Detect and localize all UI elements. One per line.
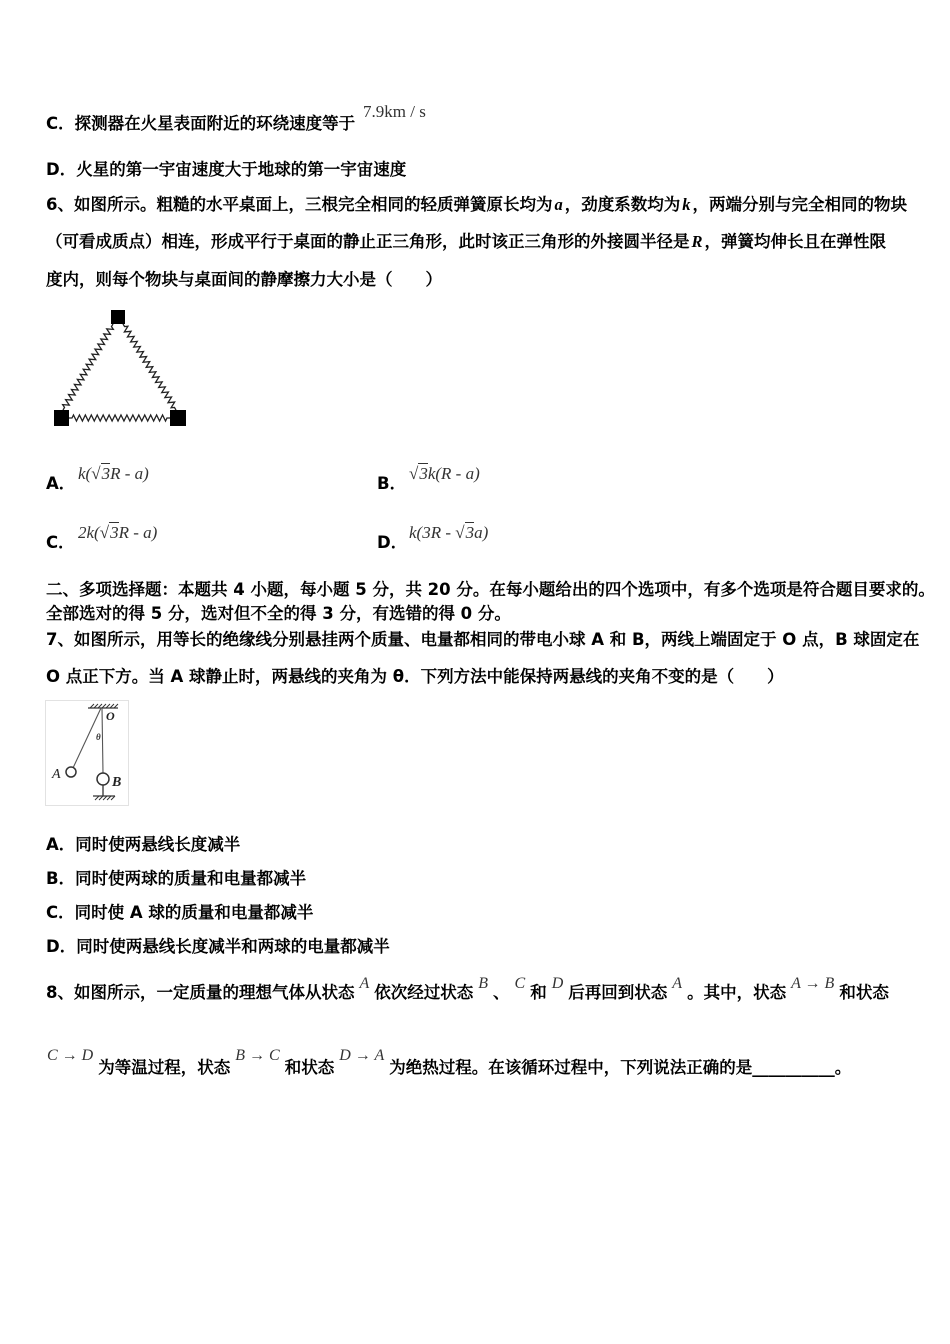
q8-stem-line-2 <box>46 1047 852 1079</box>
variable-k: k <box>682 195 691 214</box>
text-segment: 、 <box>493 983 510 1002</box>
q7-stem-line-1: 7、如图所示，用等长的绝缘线分别悬挂两个质量、电量都相同的带电小球 A 和 B，两线上端固定于 O 点，B 球固定在 <box>46 630 920 649</box>
text-segment: 和 <box>530 983 547 1002</box>
state-b: B <box>478 975 489 992</box>
q5-option-d <box>46 160 406 180</box>
option-label: C． <box>46 114 75 133</box>
text-segment: 。 <box>834 1058 852 1077</box>
spring-triangle-figure <box>50 305 190 430</box>
option-label: D． <box>46 160 77 179</box>
process-c-to-d: C → D <box>47 1047 94 1064</box>
option-label: C． <box>46 903 75 922</box>
q5-option-c <box>46 114 355 134</box>
spring-left <box>63 324 114 410</box>
process-d-to-a: D → A <box>339 1047 385 1064</box>
text-segment: 为绝热过程。在该循环过程中，下列说法正确的是 <box>389 1058 753 1077</box>
text-segment: ，劲度系数均为 <box>564 195 681 214</box>
text-segment: （可看成质点）相连，形成平行于桌面的静止正三角形，此时该正三角形的外接圆半径是 <box>46 232 690 251</box>
q6-option-d-label: D． <box>377 533 408 552</box>
text-segment: 和状态 <box>839 983 889 1002</box>
text-segment: 6、如图所示。粗糙的水平桌面上，三根完全相同的轻质弹簧原长均为 <box>46 195 553 214</box>
q7-stem-line-2: O 点正下方。当 A 球静止时，两悬线的夹角为 θ．下列方法中能保持两悬线的夹角不变的是（ ） <box>46 667 784 686</box>
label-b: B <box>112 775 122 790</box>
sqrt-sign: √ <box>409 464 419 483</box>
text-segment: 依次经过状态 <box>374 983 474 1002</box>
spring-bottom <box>69 415 170 421</box>
q6-stem-line-2 <box>46 232 886 252</box>
block-top <box>111 310 125 324</box>
q6-option-a-formula <box>78 464 149 484</box>
option-text: 火星的第一宇宙速度大于地球的第一宇宙速度 <box>76 160 407 179</box>
option-label: A． <box>46 835 76 854</box>
formula-part: R - a) <box>110 464 149 483</box>
option-text: 同时使 A 球的质量和电量都减半 <box>74 903 314 922</box>
sqrt-sign: √ <box>91 464 101 483</box>
formula-part: 2k( <box>78 523 100 542</box>
option-text: 同时使两球的质量和电量都减半 <box>75 869 307 888</box>
radicand: 3 <box>110 523 119 542</box>
radicand: 3 <box>465 523 475 542</box>
label-a: A <box>52 767 61 782</box>
state-a: A <box>359 975 370 992</box>
q8-stem-line-1 <box>46 975 889 1004</box>
option-label: B． <box>46 869 76 888</box>
section-2-instructions-line-2: 全部选对的得 5 分，选对但不全的得 3 分，有选错的得 0 分。 <box>46 604 511 623</box>
text-segment: 8、如图所示，一定质量的理想气体从状态 <box>46 983 355 1002</box>
text-segment: ，弹簧均伸长且在弹性限 <box>704 232 887 251</box>
variable-a: a <box>554 195 563 214</box>
option-text: 探测器在火星表面附近的环绕速度等于 <box>74 114 356 133</box>
process-b-to-c: B → C <box>235 1047 280 1064</box>
block-bottom-right <box>170 410 186 426</box>
formula-part: k(3R - <box>409 523 456 542</box>
ball-a <box>66 767 76 777</box>
text-segment: ，两端分别与完全相同的物块 <box>692 195 907 214</box>
block-bottom-left <box>54 410 69 426</box>
state-d: D <box>551 975 564 992</box>
label-o: O <box>106 709 115 723</box>
variable-r: R <box>691 232 703 251</box>
text-segment: 后再回到状态 <box>568 983 668 1002</box>
q6-option-a-label: A． <box>46 474 76 493</box>
radicand: 3 <box>101 464 111 483</box>
q7-option-a <box>46 835 240 855</box>
section-2-instructions-line-1: 二、多项选择题：本题共 4 小题，每小题 5 分，共 20 分。在每小题给出的四个选项中，有多个选项是符合题目要求的。 <box>46 580 935 599</box>
q6-option-b-label: B． <box>377 474 407 493</box>
formula-part: R - a) <box>118 523 158 542</box>
option-text: 同时使两悬线长度减半和两球的电量都减半 <box>76 937 390 956</box>
radicand: 3 <box>419 464 428 483</box>
state-c: C <box>514 975 526 992</box>
q7-option-b <box>46 869 306 889</box>
q6-option-d-formula <box>409 523 488 543</box>
q7-option-d <box>46 937 390 957</box>
state-a: A <box>672 975 683 992</box>
formula-part: a) <box>474 523 489 542</box>
spring-right <box>123 324 176 410</box>
formula-part: k(R - a) <box>427 464 480 483</box>
q5-option-c-formula: 7.9km / s <box>363 102 426 121</box>
text-segment: 。其中，状态 <box>687 983 787 1002</box>
process-a-to-b: A → B <box>791 975 835 992</box>
option-label: D． <box>46 937 77 956</box>
sqrt-sign: √ <box>99 523 110 542</box>
sqrt-sign: √ <box>455 523 465 542</box>
q6-stem-line-3: 度内，则每个物块与桌面间的静摩擦力大小是（ ） <box>46 270 442 289</box>
label-theta: θ <box>96 732 101 742</box>
text-segment: 和状态 <box>284 1058 335 1077</box>
q7-option-c <box>46 903 313 923</box>
q6-option-c-label: C． <box>46 533 75 552</box>
text-segment: 为等温过程，状态 <box>98 1058 231 1077</box>
formula-part: k( <box>78 464 92 483</box>
q6-option-c-formula <box>78 523 157 543</box>
answer-blank: __________ <box>752 1058 835 1077</box>
thread-b <box>102 708 103 773</box>
ball-b <box>97 773 109 785</box>
pendulum-figure <box>45 700 129 806</box>
option-text: 同时使两悬线长度减半 <box>75 835 241 854</box>
q6-option-b-formula <box>409 464 480 484</box>
q6-stem-line-1 <box>46 195 907 215</box>
